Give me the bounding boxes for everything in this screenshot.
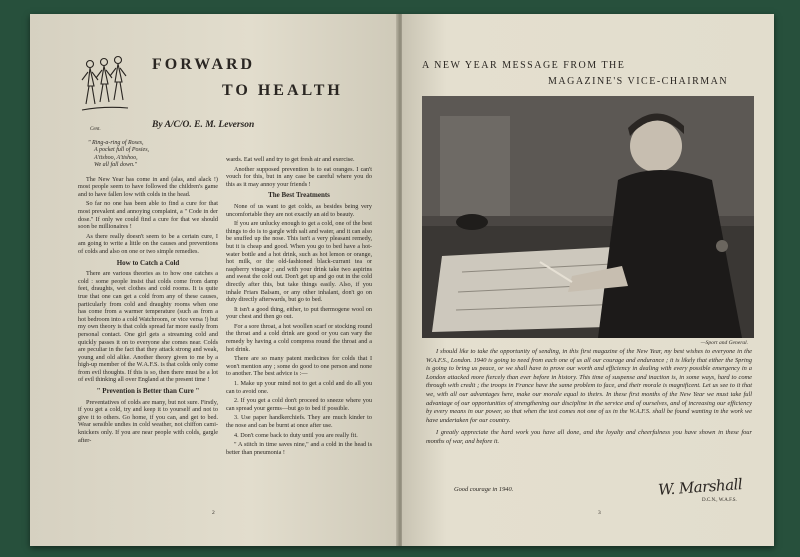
signature: W. Marshall: [657, 475, 743, 499]
subheading-treatments: The Best Treatments: [268, 191, 330, 200]
closing-line: Good courage in 1940.: [454, 486, 514, 493]
article-column-2: [226, 156, 372, 458]
article-byline: By A/C/O. E. M. Leverson: [152, 120, 255, 130]
vice-chairman-photo: [422, 96, 754, 338]
paragraph: wards. Eat well and try to get fresh air and exercise.: [226, 156, 355, 163]
paragraph: I greatly appreciate the hard work you have all done, and the loyalty and cheerfulness you have shown in these four months of war, and before it.: [426, 429, 752, 445]
article-title-line1: FORWARD: [152, 56, 256, 73]
left-page: [30, 14, 398, 546]
paragraph: There are various theories as to how one catches a cold : some people insist that colds come from damp feet, draughts, wet clothes and cold rooms. It is quite true that one can get a cold from any of these causes, particularly from cold and draughty rooms when one has come from a warmer temperature (such as from a hot bedroom into a cold Watchroom, or vice versa !) but my own theory is that colds spread far more easily from personal contact. One girl gets a streaming cold and quickly passes it on to everyone she comes near. Colds are peculiar in the fact that they attack strong and weak, young and old alike. Another theory given to me by a high-up member of the W.A.F.S. is that colds only come from evil thoughts. If this is so, then there must be a lot of evil thinking all over England at the present time !: [78, 270, 218, 384]
sketch-caption: Cent.: [90, 127, 101, 132]
poem-line: A'tishoo, A'tishoo,: [94, 154, 138, 161]
poem-line: " Ring-a-ring of Roses,: [88, 140, 144, 146]
nursery-rhyme: [88, 140, 218, 170]
marching-women-sketch: [76, 54, 134, 124]
article-column-1: [78, 138, 218, 446]
paragraph: It isn't a good thing, either, to put thermogene wool on your chest and then go out.: [226, 305, 372, 321]
paragraph: 2. If you get a cold don't proceed to sneeze where you can spread your germs—but go to bed if possible.: [226, 397, 372, 412]
page-number-right: 3: [598, 510, 601, 516]
magazine-spread: [30, 14, 774, 546]
message-title-line1: A NEW YEAR MESSAGE FROM THE: [422, 60, 626, 71]
subheading-prevention: " Prevention is Better than Cure ": [96, 387, 200, 396]
page-number-left: 2: [212, 510, 215, 516]
paragraph: If you are unlucky enough to get a cold, one of the best things to do is to gargle with salt and water, and it can also be snuffed up the nose. This isn't a very pleasant remedy, but it is cheap and good. When you go to bed have a hot-water bottle and a hot drink, such as hot lemon or orange, hot milk, or the old-fashioned black-currant tea or raspberry vinegar ; and with your drink take two aspirins and sweat the cold out. Don't get up and go out in the cold directly after this, but take things easily. Also, if you inhale Friars Balsam, or any other inhalant, don't go on duty directly afterwards, but go to bed.: [226, 220, 372, 304]
paragraph: As there really doesn't seem to be a certain cure, I am going to write a little on the causes and preventions of colds and also on one or two simple remedies.: [78, 232, 218, 255]
paragraph: 1. Make up your mind not to get a cold and do all you can to avoid one.: [226, 380, 372, 395]
poem-line: We all fall down.": [94, 162, 137, 169]
paragraph: Preventatives of colds are many, but not sure. Firstly, if you get a cold, try and keep it to yourself and not to give it to others. Go home, if you can, and get to bed. Wear sensible undies in cold weather, not chiffon cami-knickers only. If you are near people with colds, gargle after-: [78, 398, 218, 444]
article-title-line2: TO HEALTH: [222, 82, 343, 99]
subheading-catch-cold: How to Catch a Cold: [116, 258, 180, 267]
paragraph: 4. Don't come back to duty until you are really fit.: [234, 431, 358, 439]
right-page: [402, 14, 774, 546]
paragraph: For a sore throat, a hot woollen scarf or stocking round the throat and a cold drink are good or you can vary the remedy by having a cold compress round the throat and a hot drink.: [226, 322, 372, 353]
paragraph: 3. Use paper handkerchiefs. They are much kinder to the nose and can be burnt at once after use.: [226, 414, 372, 429]
paragraph: So far no one has been able to find a cure for that most prevalent and annoying complaint, a " Code in der dose." If only we could find a cure for that we should soon be millionaires !: [78, 200, 218, 231]
message-title-line2: MAGAZINE'S VICE-CHAIRMAN: [548, 76, 729, 87]
paragraph: Another supposed prevention is to eat oranges. I can't vouch for this, but in any case be careful where you do this as it may annoy your friends !: [226, 165, 372, 188]
paragraph: " A stitch in time saves nine," and a cold in the head is better than pneumonia !: [226, 441, 372, 456]
paragraph: None of us want to get colds, as besides being very uncomfortable they are not exactly an aid to beauty.: [226, 202, 372, 218]
signature-title: D.C.N., W.A.F.S.: [702, 498, 737, 503]
new-year-message: [426, 348, 752, 451]
photo-caption: —Sport and General.: [700, 340, 748, 346]
poem-line: A pocket full of Posies,: [94, 147, 150, 154]
paragraph: The New Year has come in and (alas, and alack !) most people seem to have followed the children's game and to have fallen low with colds in the head.: [78, 175, 218, 198]
paragraph: There are so many patent medicines for colds that I won't mention any ; some do good to one person and none to another. The best advice is :—: [226, 355, 372, 378]
paragraph: I should like to take the opportunity of sending, in this first magazine of the New Year, my best wishes to everyone in the W.A.F.S., London. 1940 is going to need from each one of us all our courage and endurance ; it is likely that either the Spring is going to bring us peace, or we shall have to prove our worth and efficiency in dealing with every possible emergency in a London attacked more fiercely than ever before in history. This time of suspense and inaction is, in some ways, hard to come through with credit ; the troops in France have the same problem to face, and their morale is magnificent. Let us see to it that we, with all our advantages here, make our morale equal to theirs. In these first months of the New Year we must take full advantage of our opportunities of strengthening our discipline in the service and of ourselves, and of increasing our efficiency by every means in our power, so that when the test comes not one of us in the W.A.F.S. shall be found wanting in the work we have undertaken for our country.: [426, 348, 752, 424]
